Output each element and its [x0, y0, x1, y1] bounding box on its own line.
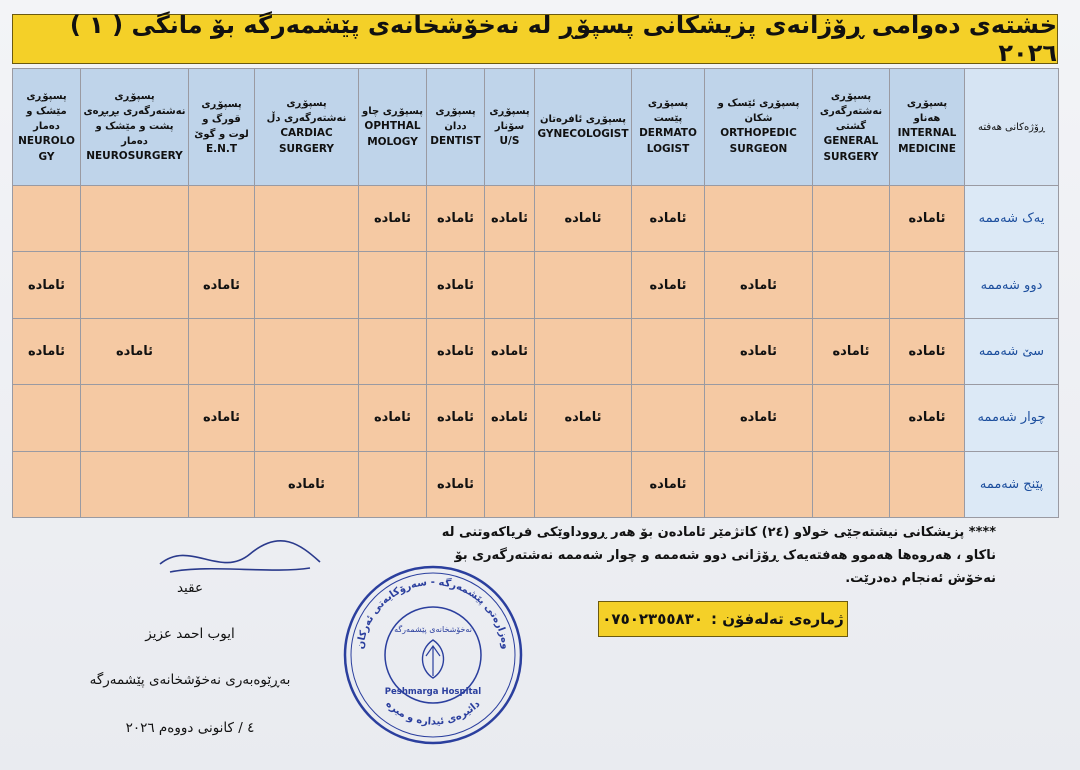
schedule-cell: ئامادە: [427, 385, 485, 451]
schedule-cell: [632, 318, 705, 384]
phone-label: ژمارەی تەلەفۆن :: [711, 610, 844, 628]
column-header-ku: پسپۆڕی ئافرەتان: [540, 113, 626, 125]
column-header-ultrasound: [485, 69, 535, 186]
schedule-cell: [255, 252, 359, 318]
footnote: **** پزیشکانی نیشتەجێی خولاو (٢٤) کاتژمێر ئامادەن بۆ هەر ڕووداوێکی فریاکەوتنی لە ناکاو ، هەروەها هەموو هەفتەیەک ڕۆژانی دوو شەممە و چوار شەممە نەشتەرگەری بۆ نەخۆش ئەنجام دەدرێت.: [441, 525, 996, 586]
schedule-cell: [189, 186, 255, 252]
schedule-cell: [890, 451, 965, 517]
table-header-row: [13, 69, 1059, 186]
column-header-en: GYNECOLOGIST: [537, 127, 629, 140]
column-header-ku: پسپۆڕی نەشتەرگەری دڵ: [266, 98, 347, 125]
column-header-days: [965, 69, 1059, 186]
schedule-cell: ئامادە: [189, 252, 255, 318]
schedule-cell: ئامادە: [485, 318, 535, 384]
table-row: [13, 451, 1059, 517]
schedule-cell: [813, 186, 890, 252]
stamp-inner-text: نەخۆشخانەی پێشمەرگە: [394, 625, 472, 634]
schedule-cell: ئامادە: [485, 385, 535, 451]
signer-position: بەڕێوەبەری نەخۆشخانەی پێشمەرگە: [89, 672, 291, 688]
schedule-cell: ئامادە: [485, 186, 535, 252]
column-header-ku: پسپۆڕی نەشتەرگەری گشتی: [819, 90, 883, 132]
column-header-ku: پسپۆڕی ددان: [435, 106, 476, 133]
schedule-cell: ئامادە: [359, 385, 427, 451]
schedule-cell: ئامادە: [427, 451, 485, 517]
signature-date: ٤ / کانونی دووەم ٢٠٢٦: [125, 720, 255, 736]
column-header-neurology: [13, 69, 81, 186]
day-label: یەک شەممە: [965, 186, 1059, 252]
schedule-cell: ئامادە: [535, 186, 632, 252]
schedule-cell: ئامادە: [427, 186, 485, 252]
schedule-cell: ئامادە: [535, 385, 632, 451]
column-header-en: GENERAL SURGERY: [823, 134, 879, 163]
column-header-en: NEUROLO GY: [18, 134, 75, 163]
schedule-cell: [632, 385, 705, 451]
schedule-cell: [535, 252, 632, 318]
column-header-en: INTERNAL MEDICINE: [897, 127, 957, 155]
schedule-cell: [359, 318, 427, 384]
column-header-ku: پسپۆڕی مێشک و دەمار: [26, 90, 67, 132]
schedule-cell: [255, 318, 359, 384]
schedule-cell: ئامادە: [705, 318, 813, 384]
schedule-cell: [485, 252, 535, 318]
signature-block: [40, 520, 340, 760]
table-row: [13, 252, 1059, 318]
column-header-ophthalmology: [359, 69, 427, 186]
schedule-cell: ئامادە: [890, 385, 965, 451]
schedule-cell: ئامادە: [632, 451, 705, 517]
schedule-cell: [705, 451, 813, 517]
schedule-cell: ئامادە: [81, 318, 189, 384]
stamp-bottom-text: دائیرەی ئیدارە و میرە: [383, 698, 483, 728]
schedule-cell: ئامادە: [890, 318, 965, 384]
schedule-cell: [535, 451, 632, 517]
hospital-stamp-icon: [338, 560, 528, 750]
schedule-cell: ئامادە: [705, 252, 813, 318]
day-label: پێنج شەممە: [965, 451, 1059, 517]
schedule-cell: ئامادە: [632, 252, 705, 318]
schedule-cell: ئامادە: [13, 252, 81, 318]
schedule-cell: ئامادە: [427, 252, 485, 318]
signature-icon: [150, 534, 330, 584]
column-header-en: NEUROSURGERY: [86, 150, 183, 163]
column-header-ku: ڕۆژەکانی هەفتە: [978, 121, 1045, 133]
schedule-cell: ئامادە: [359, 186, 427, 252]
table-row: [13, 385, 1059, 451]
schedule-cell: [813, 252, 890, 318]
column-header-ku: پسپۆڕی قورگ و لوت و گوێ: [194, 98, 249, 140]
column-header-ku: پسپۆڕی ئێسک و شکان: [717, 98, 800, 125]
column-header-en: U/S: [499, 135, 520, 148]
schedule-cell: ئامادە: [705, 385, 813, 451]
schedule-cell: [359, 451, 427, 517]
column-header-ku: پسپۆڕی سۆنار: [489, 106, 530, 133]
schedule-cell: [81, 186, 189, 252]
phone-number: ٠٧٥٠٢٣٥٥٨٣٠: [602, 610, 703, 628]
column-header-en: DERMATO LOGIST: [639, 127, 697, 155]
table-row: [13, 318, 1059, 384]
day-label: چوار شەممە: [965, 385, 1059, 451]
schedule-cell: [13, 186, 81, 252]
schedule-table-wrap: [12, 68, 1058, 518]
column-header-general-surgery: [813, 69, 890, 186]
column-header-dentist: [427, 69, 485, 186]
column-header-dermatologist: [632, 69, 705, 186]
schedule-cell: ئامادە: [255, 451, 359, 517]
column-header-ku: پسپۆڕی پێست: [647, 98, 689, 125]
schedule-cell: [81, 385, 189, 451]
day-label: دوو شەممە: [965, 252, 1059, 318]
schedule-cell: [81, 451, 189, 517]
column-header-en: DENTIST: [430, 135, 481, 148]
signer-name: ایوب احمد عزیز: [145, 626, 235, 642]
schedule-cell: [705, 186, 813, 252]
column-header-ku: پسپۆڕی نەشتەرگەری بڕبڕەی پشت و مێشک و دەمار: [83, 91, 186, 148]
schedule-cell: [813, 385, 890, 451]
schedule-cell: [485, 451, 535, 517]
column-header-ku: پسپۆڕی چاو: [362, 105, 423, 117]
column-header-en: ORTHOPEDIC SURGEON: [720, 127, 797, 155]
column-header-cardiac-surgery: [255, 69, 359, 186]
column-header-internal-medicine: [890, 69, 965, 186]
schedule-cell: [81, 252, 189, 318]
column-header-en: E.N.T: [205, 142, 238, 155]
schedule-table: [12, 68, 1059, 518]
phone-box: [598, 601, 848, 637]
schedule-cell: [13, 385, 81, 451]
stamp-top-text: وەزارەتی پێشمەرگە - سەرۆکایەتی ئەرکان: [355, 576, 511, 650]
schedule-cell: [189, 451, 255, 517]
schedule-cell: ئامادە: [813, 318, 890, 384]
schedule-cell: [255, 186, 359, 252]
column-header-ku: پسپۆڕی هەناو: [906, 98, 948, 125]
schedule-cell: [13, 451, 81, 517]
column-header-orthopedic: [705, 69, 813, 186]
column-header-ent: [189, 69, 255, 186]
column-header-gynecologist: [535, 69, 632, 186]
column-header-en: OPHTHAL MOLOGY: [364, 119, 421, 148]
stamp-english-text: Peshmarga Hospital: [384, 687, 482, 697]
schedule-cell: [535, 318, 632, 384]
table-row: [13, 186, 1059, 252]
day-label: سێ شەممە: [965, 318, 1059, 384]
schedule-cell: [359, 252, 427, 318]
column-header-neurosurgery: [81, 69, 189, 186]
schedule-cell: ئامادە: [13, 318, 81, 384]
schedule-cell: [813, 451, 890, 517]
schedule-cell: ئامادە: [189, 385, 255, 451]
signer-rank: عقید: [176, 580, 204, 596]
schedule-cell: [189, 318, 255, 384]
schedule-cell: [890, 252, 965, 318]
schedule-cell: ئامادە: [427, 318, 485, 384]
schedule-cell: [255, 385, 359, 451]
schedule-cell: ئامادە: [890, 186, 965, 252]
schedule-cell: ئامادە: [632, 186, 705, 252]
page-title: خشتەی دەوامی ڕۆژانەی پزیشکانی پسپۆڕ لە نەخۆشخانەی پێشمەرگە بۆ مانگی ( ١ ) ٢٠٢٦: [12, 14, 1058, 64]
column-header-en: CARDIAC SURGERY: [278, 127, 335, 155]
